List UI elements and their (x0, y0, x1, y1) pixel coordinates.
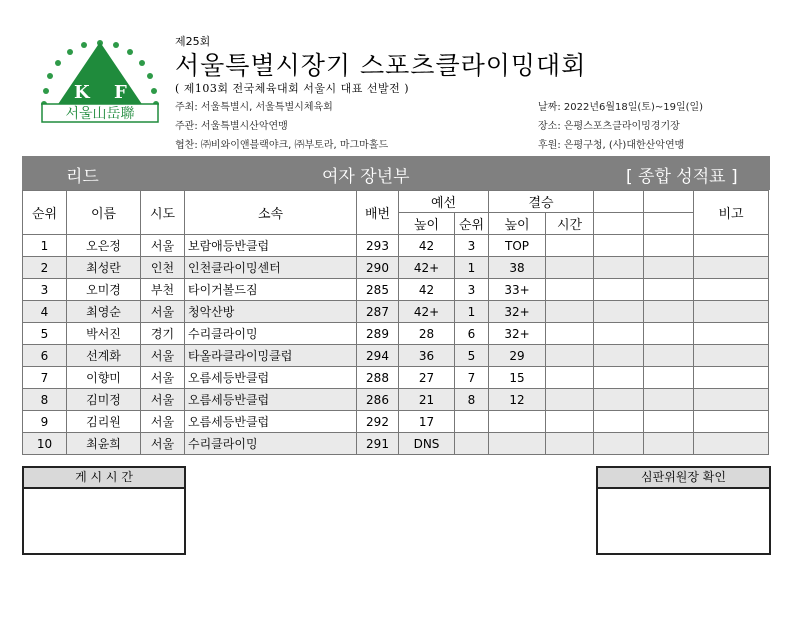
cell-name: 최영순 (67, 301, 141, 323)
cell-club: 오름세등반클럽 (185, 389, 357, 411)
cell-qr: 3 (455, 279, 489, 301)
cell-ft (546, 235, 594, 257)
cell-e2 (644, 301, 694, 323)
date-info: 날짜: 2022년6월18일(토)~19일(일) (538, 102, 704, 113)
cell-qr: 8 (455, 389, 489, 411)
header-club: 소속 (185, 191, 357, 235)
cell-qr: 1 (455, 301, 489, 323)
cell-bib: 290 (357, 257, 399, 279)
cell-e2 (644, 345, 694, 367)
header-blank (644, 191, 694, 213)
sponsor-info: 협찬: ㈜비와이앤블랙야크, ㈜부토라, 마그마홀드 (175, 140, 389, 151)
header-qualification: 예선 (399, 191, 489, 213)
cell-club: 청악산방 (185, 301, 357, 323)
cell-qr (455, 433, 489, 455)
header-final-height: 높이 (489, 213, 546, 235)
cell-e2 (644, 367, 694, 389)
cell-bib: 287 (357, 301, 399, 323)
cell-ft (546, 257, 594, 279)
cell-bib: 285 (357, 279, 399, 301)
cell-ft (546, 279, 594, 301)
cell-e1 (594, 411, 644, 433)
cell-name: 김미정 (67, 389, 141, 411)
cell-bib: 289 (357, 323, 399, 345)
report-label: [ 종합 성적표 ] (626, 167, 738, 187)
table-row (23, 301, 769, 323)
svg-text:F: F (114, 82, 127, 103)
cell-name: 김리원 (67, 411, 141, 433)
cell-city: 서울 (141, 433, 185, 455)
table-row (23, 323, 769, 345)
table-row (23, 411, 769, 433)
federation-logo (34, 36, 166, 142)
cell-qr (455, 411, 489, 433)
results-table (22, 190, 769, 455)
cell-bib: 291 (357, 433, 399, 455)
cell-city: 서울 (141, 301, 185, 323)
cell-e1 (594, 433, 644, 455)
cell-city: 서울 (141, 389, 185, 411)
judge-confirm-label: 심판위원장 확인 (598, 468, 769, 489)
header-blank (594, 213, 644, 235)
cell-note (694, 235, 769, 257)
cell-qh: 42+ (399, 301, 455, 323)
venue-info: 장소: 은평스포츠클라이밍경기장 (538, 121, 680, 132)
cell-club: 오름세등반클럽 (185, 367, 357, 389)
cell-city: 서울 (141, 235, 185, 257)
cell-bib: 286 (357, 389, 399, 411)
cell-e2 (644, 235, 694, 257)
post-time-label: 게 시 시 간 (24, 468, 184, 489)
cell-note (694, 367, 769, 389)
cell-ft (546, 301, 594, 323)
cell-fh: 38 (489, 257, 546, 279)
cell-e2 (644, 257, 694, 279)
header-blank (594, 191, 644, 213)
cell-name: 박서진 (67, 323, 141, 345)
cell-qh: 27 (399, 367, 455, 389)
cell-fh: 33+ (489, 279, 546, 301)
cell-name: 오미경 (67, 279, 141, 301)
header-qual-height: 높이 (399, 213, 455, 235)
header-city: 시도 (141, 191, 185, 235)
cell-e2 (644, 433, 694, 455)
cell-rank: 2 (23, 257, 67, 279)
cell-bib: 292 (357, 411, 399, 433)
cell-bib: 288 (357, 367, 399, 389)
cell-note (694, 279, 769, 301)
cell-note (694, 323, 769, 345)
cell-qh: 21 (399, 389, 455, 411)
cell-qr: 1 (455, 257, 489, 279)
cell-ft (546, 323, 594, 345)
cell-e1 (594, 235, 644, 257)
cell-ft (546, 411, 594, 433)
results-banner (22, 156, 770, 190)
cell-e1 (594, 389, 644, 411)
cell-note (694, 257, 769, 279)
cell-note (694, 301, 769, 323)
cell-fh: 32+ (489, 323, 546, 345)
cell-club: 타올라클라이밍클럽 (185, 345, 357, 367)
table-row (23, 257, 769, 279)
cell-e1 (594, 257, 644, 279)
cell-bib: 293 (357, 235, 399, 257)
cell-e2 (644, 279, 694, 301)
cell-note (694, 433, 769, 455)
cell-e1 (594, 367, 644, 389)
organizer-info: 주관: 서울특별시산악연맹 (175, 121, 288, 132)
judge-confirm-box (596, 466, 771, 555)
header-rank: 순위 (23, 191, 67, 235)
cell-ft (546, 389, 594, 411)
cell-rank: 10 (23, 433, 67, 455)
host-info: 주최: 서울특별시, 서울특별시체육회 (175, 102, 333, 113)
cell-qr: 3 (455, 235, 489, 257)
table-row (23, 389, 769, 411)
post-time-box (22, 466, 186, 555)
header-final: 결승 (489, 191, 594, 213)
cell-note (694, 345, 769, 367)
header-qual-rank: 순위 (455, 213, 489, 235)
cell-fh: TOP (489, 235, 546, 257)
cell-name: 이향미 (67, 367, 141, 389)
category-label: 여자 장년부 (322, 167, 410, 187)
cell-city: 경기 (141, 323, 185, 345)
table-row (23, 367, 769, 389)
cell-club: 인천클라이밍센터 (185, 257, 357, 279)
cell-fh: 29 (489, 345, 546, 367)
cell-qr: 6 (455, 323, 489, 345)
event-subtitle: ( 제103회 전국체육대회 서울시 대표 선발전 ) (175, 82, 410, 95)
cell-rank: 6 (23, 345, 67, 367)
cell-rank: 3 (23, 279, 67, 301)
cell-city: 부천 (141, 279, 185, 301)
event-type: 리드 (66, 167, 99, 187)
cell-rank: 9 (23, 411, 67, 433)
cell-city: 서울 (141, 367, 185, 389)
cell-fh: 15 (489, 367, 546, 389)
cell-name: 최윤희 (67, 433, 141, 455)
cell-rank: 8 (23, 389, 67, 411)
cell-qh: 42+ (399, 257, 455, 279)
cell-fh (489, 411, 546, 433)
svg-text:K: K (74, 82, 90, 103)
cell-qh: 28 (399, 323, 455, 345)
cell-name: 선계화 (67, 345, 141, 367)
cell-e1 (594, 345, 644, 367)
cell-fh (489, 433, 546, 455)
cell-club: 오름세등반클럽 (185, 411, 357, 433)
header-blank (644, 213, 694, 235)
cell-qh: 17 (399, 411, 455, 433)
table-row (23, 345, 769, 367)
cell-name: 최성란 (67, 257, 141, 279)
cell-qh: DNS (399, 433, 455, 455)
cell-city: 서울 (141, 345, 185, 367)
header-note: 비고 (694, 191, 769, 235)
cell-e1 (594, 323, 644, 345)
cell-club: 타이거볼드짐 (185, 279, 357, 301)
header-name: 이름 (67, 191, 141, 235)
cell-club: 수리클라이밍 (185, 433, 357, 455)
cell-club: 수리클라이밍 (185, 323, 357, 345)
cell-e1 (594, 279, 644, 301)
edition-label: 제25회 (175, 35, 211, 48)
support-info: 후원: 은평구청, (사)대한산악연맹 (538, 140, 685, 151)
cell-fh: 12 (489, 389, 546, 411)
cell-qr: 5 (455, 345, 489, 367)
cell-bib: 294 (357, 345, 399, 367)
cell-rank: 5 (23, 323, 67, 345)
cell-note (694, 389, 769, 411)
event-title: 서울특별시장기 스포츠클라이밍대회 (175, 51, 587, 80)
header-bib: 배번 (357, 191, 399, 235)
cell-rank: 1 (23, 235, 67, 257)
cell-ft (546, 345, 594, 367)
table-row (23, 279, 769, 301)
cell-club: 보람애등반클럽 (185, 235, 357, 257)
cell-qr: 7 (455, 367, 489, 389)
cell-name: 오은정 (67, 235, 141, 257)
cell-e2 (644, 323, 694, 345)
cell-city: 인천 (141, 257, 185, 279)
cell-e1 (594, 301, 644, 323)
cell-ft (546, 433, 594, 455)
cell-rank: 7 (23, 367, 67, 389)
table-row (23, 433, 769, 455)
svg-text:서울山岳聯: 서울山岳聯 (65, 106, 135, 122)
cell-ft (546, 367, 594, 389)
cell-city: 서울 (141, 411, 185, 433)
cell-qh: 42 (399, 279, 455, 301)
cell-qh: 42 (399, 235, 455, 257)
cell-rank: 4 (23, 301, 67, 323)
cell-qh: 36 (399, 345, 455, 367)
header-final-time: 시간 (546, 213, 594, 235)
cell-e2 (644, 389, 694, 411)
table-row (23, 235, 769, 257)
cell-note (694, 411, 769, 433)
cell-e2 (644, 411, 694, 433)
cell-fh: 32+ (489, 301, 546, 323)
